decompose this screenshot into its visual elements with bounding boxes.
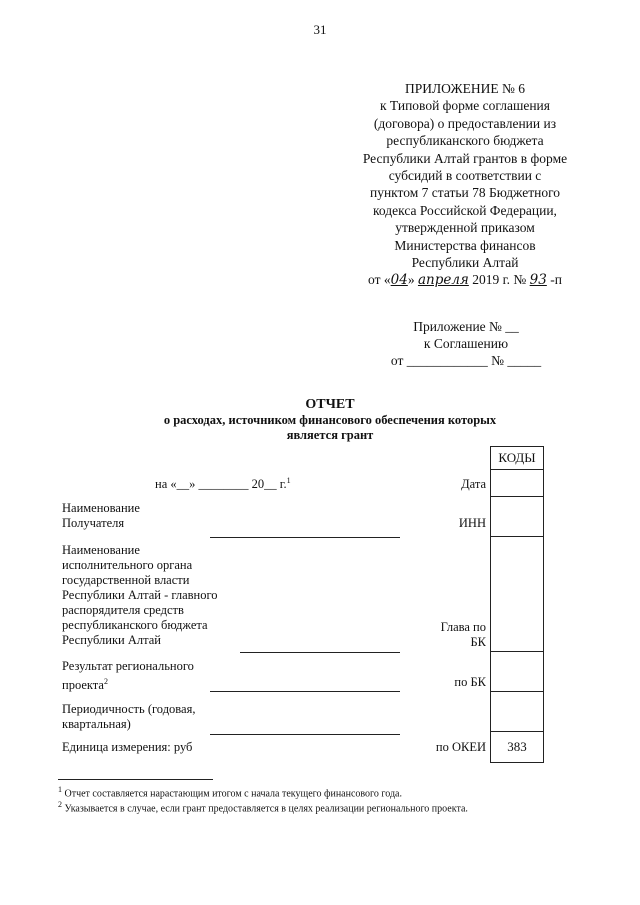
authority-label-line: Наименование (62, 543, 140, 557)
footnote-2-mark: 2 (58, 800, 62, 809)
handwritten-day: 04 (390, 272, 408, 289)
date-year: 2019 г. № (472, 272, 527, 288)
page-number: 31 (313, 22, 327, 37)
period-label-line-2: квартальная) (62, 717, 131, 731)
sub-appendix-line-1: Приложение № __ (413, 319, 519, 334)
footnote-1 (58, 785, 402, 799)
period-label (62, 702, 195, 732)
authority-label-line: распорядителя средств (62, 603, 184, 617)
handwritten-month: апреля (417, 272, 469, 289)
project-label-line-2 (62, 674, 194, 693)
period-label-line-1: Периодичность (годовая, (62, 702, 196, 716)
glava-label-line-1: Глава по (440, 620, 486, 634)
appendix-title: ПРИЛОЖЕНИЕ № 6 (404, 81, 526, 96)
report-title: ОТЧЕТ (305, 397, 355, 412)
sub-appendix-line-2: к Соглашению (423, 336, 509, 351)
date-mid: » (407, 272, 415, 288)
handwritten-number: 93 (529, 272, 547, 289)
unit-label: Единица измерения: руб (62, 740, 193, 754)
date-label: Дата (461, 477, 486, 491)
footnote-1-text: Отчет составляется нарастающим итогом с начала текущего финансового года. (64, 788, 402, 800)
appendix-line: к Типовой форме соглашения (380, 98, 550, 114)
sub-appendix-line-3: от ____________ № _____ (390, 353, 542, 368)
footnote-2 (58, 800, 468, 814)
report-title-block (120, 397, 540, 443)
appendix-line: республиканского бюджета (386, 133, 544, 149)
appendix-line: кодекса Российской Федерации, (373, 202, 557, 218)
project-label (62, 659, 194, 693)
report-subtitle-2: является грант (286, 428, 374, 442)
glava-label-line-2: БК (470, 635, 486, 649)
authority-label-line: Республики Алтай (62, 633, 161, 647)
glava-label (400, 620, 486, 650)
project-label-text: проекта (62, 678, 104, 693)
code-cell-project[interactable] (490, 652, 544, 692)
code-cell-period[interactable] (490, 692, 544, 732)
appendix-line: Республики Алтай грантов в форме (362, 150, 568, 166)
code-cell-inn[interactable] (490, 497, 544, 537)
authority-label (62, 543, 218, 648)
appendix-line: (договора) о предоставлении из (373, 115, 557, 131)
report-subtitle-1: о расходах, источником финансового обеспечения которых (163, 413, 497, 427)
code-cell-date[interactable] (490, 469, 544, 497)
recipient-input-line[interactable] (210, 537, 400, 538)
footnote-separator (58, 779, 213, 780)
authority-label-line: государственной власти (62, 573, 190, 587)
okei-label: по ОКЕИ (435, 740, 486, 754)
recipient-label-line-1: Наименование (62, 501, 140, 515)
pobk-label: по БК (454, 675, 486, 689)
report-date-text: на «__» ________ 20__ г. (155, 477, 287, 492)
appendix-line: Республики Алтай (411, 255, 519, 271)
date-suffix: -п (550, 272, 562, 288)
appendix-line: пунктом 7 статьи 78 Бюджетного (369, 185, 561, 201)
authority-label-line: республиканского бюджета (62, 618, 208, 632)
appendix-line: Министерства финансов (394, 237, 536, 253)
footnote-1-mark: 1 (58, 785, 62, 794)
report-date-field[interactable] (155, 473, 291, 492)
code-cell-okei[interactable]: 383 (490, 732, 544, 763)
authority-input-line[interactable] (240, 652, 400, 653)
footnote-ref-1: 1 (286, 476, 291, 485)
appendix-line: субсидий в соответствии с (388, 168, 542, 184)
recipient-label (62, 501, 140, 531)
appendix-header (340, 80, 590, 290)
code-cell-glava[interactable] (490, 537, 544, 652)
appendix-line: утвержденной приказом (395, 220, 535, 236)
recipient-label-line-2: Получателя (62, 516, 125, 530)
period-input-line[interactable] (210, 734, 400, 735)
authority-label-line: Республики Алтай - главного (62, 588, 218, 602)
project-label-line-1: Результат регионального (62, 659, 194, 673)
codes-header: КОДЫ (490, 446, 544, 470)
appendix-date (340, 271, 590, 289)
project-input-line[interactable] (210, 691, 400, 692)
inn-label: ИНН (458, 516, 486, 530)
authority-label-line: исполнительного органа (62, 558, 193, 572)
footnote-ref-2: 2 (103, 677, 108, 686)
date-prefix: от « (368, 272, 391, 288)
footnote-2-text: Указывается в случае, если грант предоставляется в целях реализации регионального проекта. (64, 803, 468, 815)
sub-appendix (376, 318, 556, 369)
